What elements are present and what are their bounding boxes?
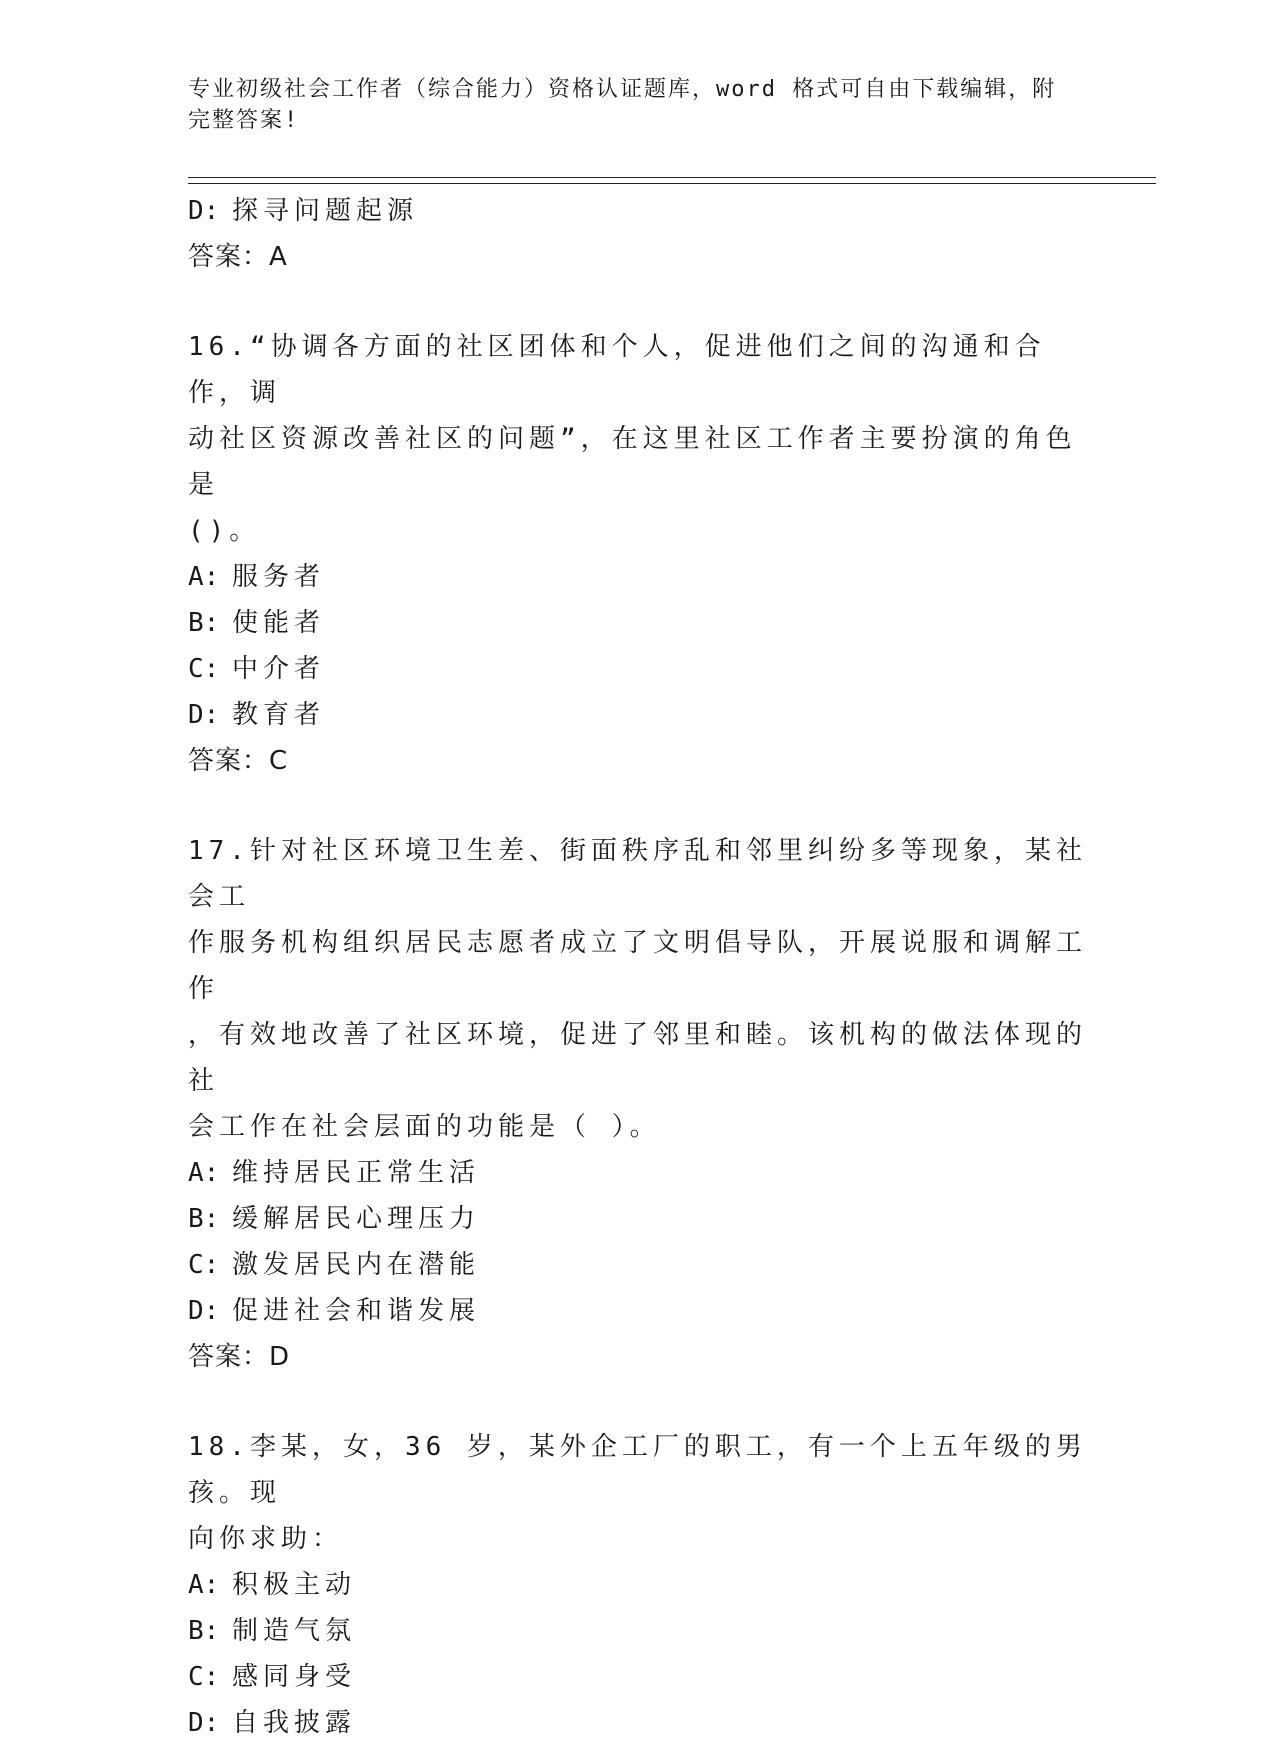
option-text: 促进社会和谐发展 [232,1296,481,1326]
question-text: 18.李某，女，36 岁，某外企工厂的职工，有一个上五年级的男孩。现 向你求助： [188,1432,1087,1554]
question-list [188,188,1088,1746]
option-text: 使能者 [232,608,326,638]
question-text: 17.针对社区环境卫生差、街面秩序乱和邻里纠纷多等现象，某社会工 作服务机构组织居民志愿者成立了文明倡导队，开展说服和调解工作 ，有效地改善了社区环境，促进了邻里和睦。该机构的做法体现的社 会工作在社会层面的功能是（ ）。 [188,836,1088,1142]
option-letter: D: [188,1708,220,1738]
question-text: 16.“协调各方面的社区团体和个人，促进他们之间的沟通和合作，调 动社区资源改善社区的问题”，在这里社区工作者主要扮演的角色是 ()。 [188,332,1077,546]
option-letter: D: [188,196,220,226]
option-text: 服务者 [232,562,326,592]
option-a [188,1562,1088,1608]
option-letter: D: [188,700,220,730]
option-letter: C: [188,1250,220,1280]
option-letter: B: [188,1616,220,1646]
option-letter: A: [188,1570,220,1600]
header-line-1: 专业初级社会工作者（综合能力）资格认证题库，word 格式可自由下载编辑，附 [188,77,1057,102]
option-a [188,554,1088,600]
document-header [188,74,1088,136]
option-a [188,1150,1088,1196]
option-letter: A: [188,1158,220,1188]
question-18 [188,1424,1088,1746]
option-text: 教育者 [232,700,326,730]
previous-question-tail [188,188,1088,280]
option-letter: D: [188,1296,220,1326]
option-text: 中介者 [232,654,326,684]
question-17 [188,828,1088,1380]
option-text: 感同身受 [232,1662,357,1692]
option-b [188,1608,1088,1654]
option-b [188,600,1088,646]
answer-line: 答案：D [188,1342,291,1372]
option-letter: C: [188,1662,220,1692]
header-divider-top [188,177,1156,178]
option-text: 缓解居民心理压力 [232,1204,481,1234]
option-d [188,1700,1088,1746]
option-c [188,646,1088,692]
option-c [188,1654,1088,1700]
option-b [188,1196,1088,1242]
option-letter: B: [188,1204,220,1234]
question-16 [188,324,1088,784]
option-d [188,188,1088,234]
option-text: 自我披露 [232,1708,357,1738]
option-letter: B: [188,608,220,638]
option-text: 探寻问题起源 [232,196,419,226]
header-divider-bottom [188,183,1156,184]
option-text: 激发居民内在潜能 [232,1250,481,1280]
option-c [188,1242,1088,1288]
option-text: 制造气氛 [232,1616,357,1646]
answer-line: 答案：C [188,746,289,776]
option-letter: A: [188,562,220,592]
option-d [188,1288,1088,1334]
answer-line: 答案：A [188,242,288,272]
option-text: 维持居民正常生活 [232,1158,481,1188]
option-d [188,692,1088,738]
header-line-2: 完整答案! [188,108,300,133]
option-letter: C: [188,654,220,684]
option-text: 积极主动 [232,1570,357,1600]
